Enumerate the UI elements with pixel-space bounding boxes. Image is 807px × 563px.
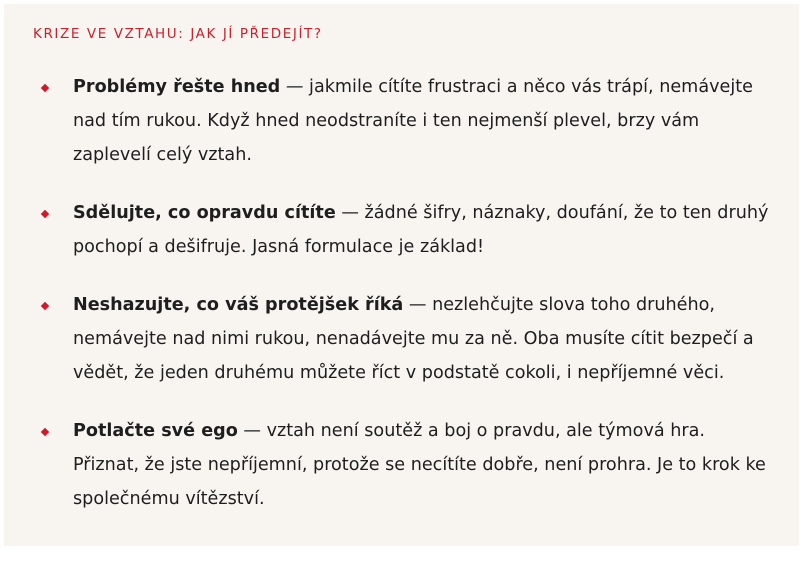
item-term: Sdělujte, co opravdu cítíte: [73, 203, 336, 223]
box-heading: KRIZE VE VZTAHU: JAK JÍ PŘEDEJÍT?: [33, 26, 323, 42]
diamond-bullet-icon: [41, 428, 49, 436]
article-box: [4, 4, 799, 546]
list-item: [4, 288, 799, 390]
diamond-bullet-icon: [41, 302, 49, 310]
list-item: [4, 196, 799, 264]
item-term: Problémy řešte hned: [73, 77, 281, 97]
item-text: — vztah není soutěž a boj o pravdu, ale týmová hra. Přiznat, že jste nepříjemní, protože se necítíte dobře, není prohra. Je to krok ke společnému vítězství.: [73, 421, 766, 509]
tips-list: [4, 70, 799, 540]
item-text: — žádné šifry, náznaky, doufání, že to ten druhý pochopí a dešifruje. Jasná formulace je základ!: [73, 203, 769, 257]
item-term: Potlačte své ego: [73, 421, 238, 441]
item-text: — nezlehčujte slova toho druhého, nemávejte nad nimi rukou, nenadávejte mu za ně. Oba musíte cítit bezpečí a vědět, že jeden druhému můžete říct v podstatě cokoli, i nepříjemné věci.: [73, 295, 754, 383]
item-text: — jakmile cítíte frustraci a něco vás trápí, nemávejte nad tím rukou. Když hned neodstraníte i ten nejmenší plevel, brzy vám zaplevelí celý vztah.: [73, 77, 753, 165]
item-term: Neshazujte, co váš protějšek říká: [73, 295, 404, 315]
list-item: [4, 414, 799, 516]
diamond-bullet-icon: [41, 210, 49, 218]
list-item: [4, 70, 799, 172]
diamond-bullet-icon: [41, 84, 49, 92]
